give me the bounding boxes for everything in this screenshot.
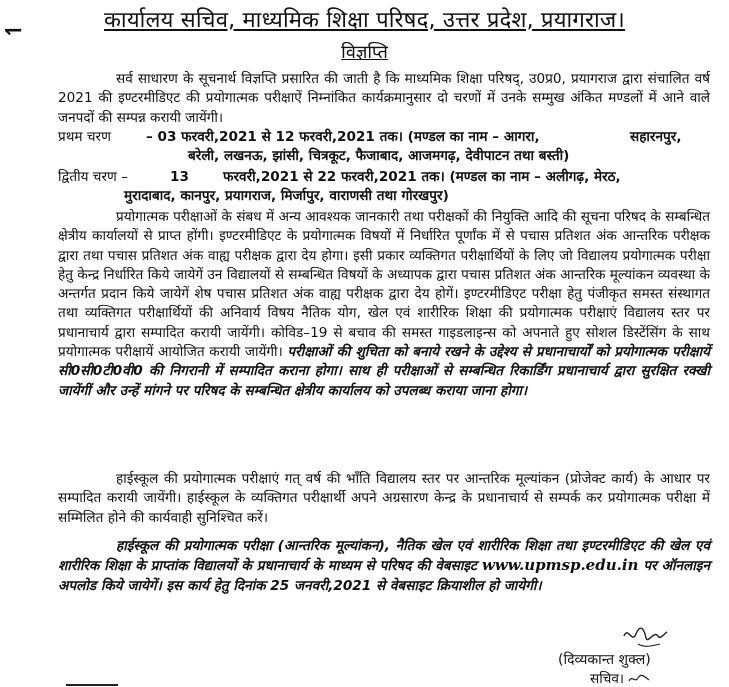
website-link[interactable]: www.upmsp.edu.in	[481, 556, 639, 575]
initial-mark	[628, 674, 650, 684]
phase-two	[58, 168, 710, 208]
notice-heading: विज्ञप्ति	[341, 42, 388, 63]
intro-paragraph: सर्व साधारण के सूचनार्थ विज्ञप्ति प्रसारित की जाती है कि माध्यमिक शिक्षा परिषद्, उ0प्र0, प्रयागराज द्वारा संचालित वर्ष 2021 की इण्टरमीडिएट की प्रयोगात्मक परीक्षाऐं निम्नांकित कार्यक्रमानुसार दो चरणों में उनके सम्मुख अंकित मण्डलों में आने वाले जनपदों की सम्पन्न करायी जायेंगी।	[58, 71, 710, 126]
upload-paragraph	[58, 537, 710, 596]
highschool-paragraph: हाईस्कूल की प्रयोगात्मक परीक्षाएं गत् वर्ष की भाँति विद्यालय स्तर पर आन्तरिक मूल्यांकन (प्रोजेक्ट कार्य) के आधार पर सम्पादित करायी जायेंगी। हाईस्कूल के व्यक्तिगत परीक्षार्थी अपने अग्रसारण केन्द्र के प्रधानाचार्य से सम्पर्क कर प्रयोगात्मक परीक्षा में सम्मिलित होने की कार्यवाही सुनिश्चित करें।	[58, 471, 710, 526]
phase-one-regions: बरेली, लखनऊ, झांसी, चित्रकूट, फैजाबाद, आजमगढ़, देवीपाटन तथा बस्ती)	[188, 148, 570, 164]
phase-two-label: द्वितीय चरण –	[58, 169, 128, 185]
phase-two-start-number: 13	[170, 169, 189, 185]
upload-text-after: पर ऑनलाइन अपलोड किये जायेगें। इस कार्य हेतु दिनांक 25 जनवरी,2021 से वेबसाइट क्रियाशील हो जायेगी।	[58, 558, 711, 594]
signatory-name: (दिव्यकान्त शुक्ल)	[558, 652, 651, 668]
phase-two-regions: मुरादाबाद, कानपुर, प्रयागराज, मिर्जापुर, वाराणसी तथा गोरखपुर)	[124, 188, 449, 204]
phase-one-dates: – 03 फरवरी,2021 से 12 फरवरी,2021 तक। (मण्डल का नाम – आगरा,	[146, 129, 540, 145]
upload-text-before: हाईस्कूल की प्रयोगात्मक परीक्षा (आन्तरिक मूल्यांकन), नैतिक खेल एवं शारीरिक शिक्षा तथा इण्टरमीडिएट की खेल एवं शारीरिक शिक्षा के प्राप्तांक विद्यालयों के प्रधानाचार्य के माध्यम से परिषद की वेबसाइट	[58, 538, 710, 575]
margin-arrow-mark: ↽	[4, 18, 23, 43]
phase-two-dates: फरवरी,2021 से 22 फरवरी,2021 तक। (मण्डल का नाम – अलीगढ़, मेरठ,	[223, 169, 621, 185]
handwritten-signature	[620, 622, 670, 652]
office-title: कार्यालय सचिव, माध्यमिक शिक्षा परिषद, उत्तर प्रदेश, प्रयागराज।	[104, 8, 625, 33]
bottom-rule	[66, 684, 118, 686]
signatory-designation: सचिव।	[590, 668, 650, 687]
phase-one	[58, 128, 710, 168]
cctv-instruction: परीक्षाओं की शुचिता को बनाये रखने के उद्देश्य से प्रधानाचार्यों को प्रयोगात्मक परीक्षायें सी0सी0टी0वी0 की निगरानी में सम्पादित कराना होगा। साथ ही परीक्षाओं से सम्बन्धित रिकार्डिंग प्रधानाचार्य द्वारा सुरक्षित रक्खी जायेंगीं और उन्हें मांगने पर परिषद के सम्बन्धित क्षेत्रीय कार्यालय को उपलब्ध कराया जाना होगा।	[58, 344, 711, 399]
phase-one-first-region: सहारनपुर,	[630, 129, 682, 145]
phase-one-label: प्रथम चरण	[58, 129, 111, 145]
details-paragraph	[58, 208, 710, 401]
details-text: प्रयोगात्मक परीक्षाओं के संबध में अन्य आवश्यक जानकारी तथा परीक्षकों की नियुक्ति आदि की सूचना परिषद के सम्बन्धित क्षेत्रीय कार्यालयों से प्राप्त होंगी। इण्टरमीडिएट के प्रयोगात्मक विषयों में निर्धारित पूर्णांक में से पचास प्रतिशत अंक आन्तरिक परीक्षक द्वारा तथा पचास प्रतिशत अंक वाह्य परीक्षक द्वारा देय होगा। इसी प्रकार व्यक्तिगत परीक्षार्थियों के लिए जो विद्यालय प्रयोगात्मक परीक्षा हेतु केन्द्र निर्धारित किये जायेगें उन विद्यालयों से सम्बन्धित विषयों के अध्यापक द्वारा पचास प्रतिशत अंक आन्तरिक मूल्यांकन व्यवस्था के अन्तर्गत प्रदान किये जायेगें शेष पचास प्रतिशत अंक वाह्य परीक्षक द्वारा देय होगें। इण्टरमीडिएट परीक्षा हेतु पंजीकृत समस्त संस्थागत तथा व्यक्तिगत परीक्षार्थियों की अनिवार्य विषय नैतिक योग, खेल एवं शारीरिक शिक्षा की प्रयोगात्मक परीक्षाएं विद्यालय स्तर पर प्रधानाचार्य द्वारा सम्पादित करायी जायेंगी। कोविड–19 से बचाव की समस्त गाइडलाइन्स को अपनाते हुए सोशल डिस्टेंसिंग के साथ प्रयोगात्मक परीक्षायें आयोजित करायी जायेंगी।	[58, 209, 710, 361]
